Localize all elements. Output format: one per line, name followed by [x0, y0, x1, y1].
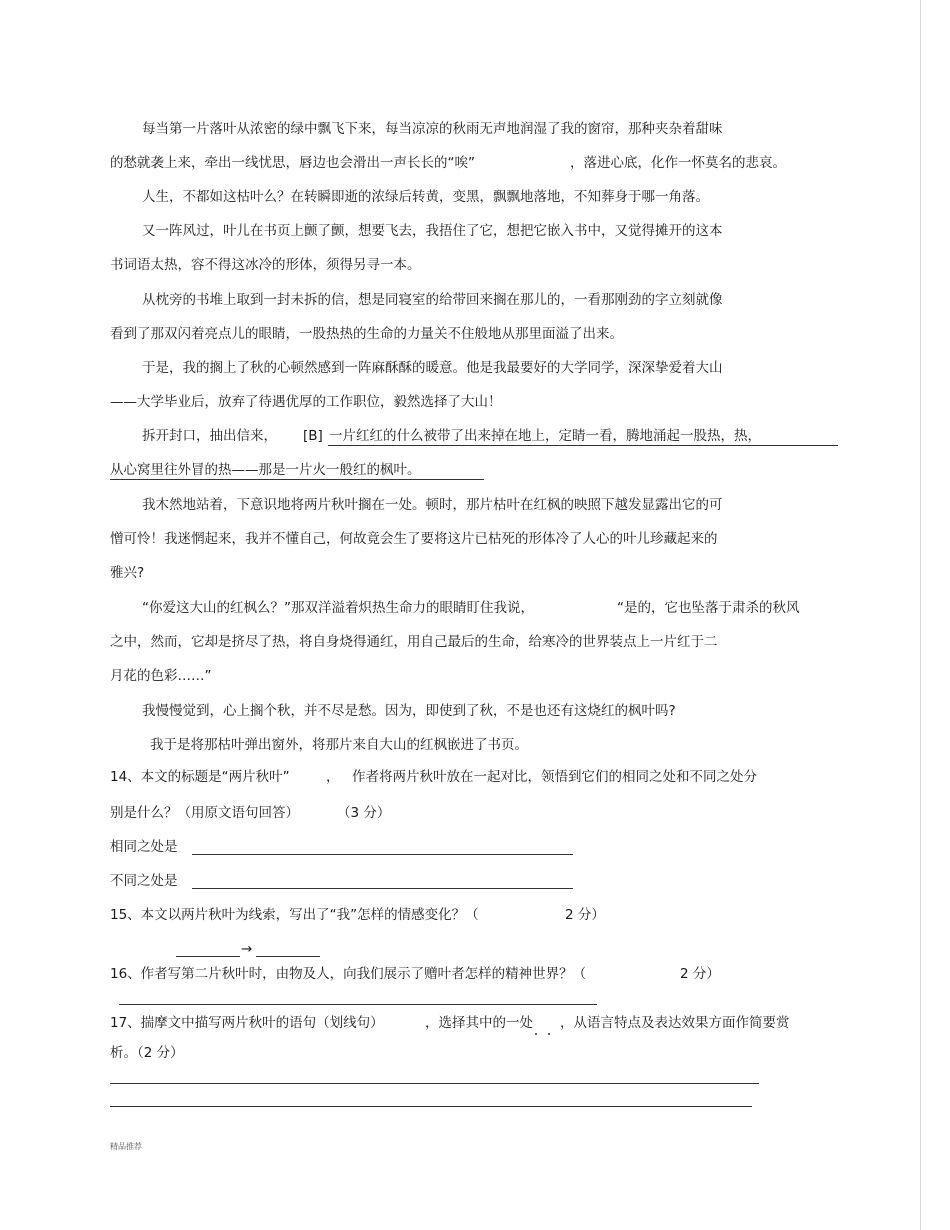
q14-line1c: 作者将两片秋叶放在一起对比，领悟到它们的相同之处和不同之处分 [352, 769, 757, 785]
passage-p3-line2: 书词语太热，容不得这冰冷的形体，须得另寻一本。 [110, 257, 421, 273]
passage-p6-underlined-b: 从心窝里往外冒的热——那是一片火一般红的枫叶。 [110, 462, 421, 478]
q15-answer-line-1[interactable] [176, 956, 240, 957]
underline-p6-a [328, 445, 838, 446]
passage-p3-line1: 又一阵风过，叶儿在书页上颤了颤，想要飞去，我捂住了它，想把它嵌入书中，又觉得摊开的这本 [142, 223, 723, 239]
q17-line1c: ，从语言特点及表达效果方面作简要赏 [560, 1015, 790, 1031]
passage-p6-line1a: 拆开封口，抽出信来， [142, 428, 277, 444]
passage-marker-b: [B] [303, 428, 323, 444]
q17-answer-line-1[interactable] [110, 1083, 759, 1084]
q16-answer-line[interactable] [119, 1004, 597, 1005]
passage-p1-line2b: ，落进心底，化作一怀莫名的悲哀。 [570, 155, 786, 171]
passage-p8-line1a: “你爱这大山的红枫么？”那双洋溢着炽热生命力的眼睛盯住我说， [142, 600, 534, 616]
passage-p10: 我于是将那枯叶弹出窗外，将那片来自大山的红枫嵌进了书页。 [150, 737, 528, 753]
q14-line1a: 14、本文的标题是“两片秋叶” [110, 769, 290, 785]
q14-diff-answer-line[interactable] [192, 888, 573, 889]
emphasis-dot [548, 1033, 550, 1035]
q16-score: 2 分） [680, 966, 720, 982]
arrow-icon: → [241, 941, 253, 957]
q17-line1a: 17、揣摩文中描写两片秋叶的语句（划线句） [110, 1015, 384, 1031]
passage-p8-line3: 月花的色彩……” [110, 668, 212, 684]
emphasis-dot [535, 1033, 537, 1035]
passage-p7-line1: 我木然地站着，下意识地将两片秋叶搁在一处。顿时，那片枯叶在红枫的映照下越发显露出它的可 [142, 497, 723, 513]
passage-p1-line2a: 的愁就袭上来，牵出一线忧思，唇边也会滑出一声长长的“唉” [110, 155, 475, 171]
passage-p4-line2: 看到了那双闪着亮点儿的眼睛，一股热热的生命的力量关不住般地从那里面溢了出来。 [110, 326, 623, 342]
q17-line1b: ，选择其中的一处 [425, 1015, 533, 1031]
passage-p4-line1: 从枕旁的书堆上取到一封未拆的信，想是同寝室的给带回来搁在那儿的，一看那刚劲的字立刻就像 [142, 292, 723, 308]
q14-same-label: 相同之处是 [110, 839, 178, 855]
passage-p1-line1: 每当第一片落叶从浓密的绿中飘飞下来，每当凉凉的秋雨无声地润湿了我的窗帘，那种夹杂着甜味 [142, 121, 723, 137]
passage-p2: 人生，不都如这枯叶么？在转瞬即逝的浓绿后转黄，变黑，飘飘地落地，不知葬身于哪一角落。 [142, 189, 709, 205]
footer-text: 精品推荐 [110, 1142, 142, 1151]
q16-line: 16、作者写第二片秋叶时，由物及人，向我们展示了赠叶者怎样的精神世界？（ [110, 966, 587, 982]
passage-p8-line1b: “是的，它也坠落于肃杀的秋风 [617, 600, 800, 616]
passage-p7-line3: 雅兴? [110, 565, 145, 581]
q14-score: （3 分） [337, 805, 391, 821]
passage-p5-line2: ——大学毕业后，放弃了待遇优厚的工作职位，毅然选择了大山！ [110, 394, 502, 410]
q14-line2a: 别是什么？（用原文语句回答） [110, 805, 299, 821]
page-right-border [920, 0, 921, 1230]
q14-diff-label: 不同之处是 [110, 873, 178, 889]
q14-line1b: ， [326, 769, 340, 785]
q15-score: 2 分） [565, 907, 605, 923]
q14-same-answer-line[interactable] [192, 854, 573, 855]
q17-answer-line-2[interactable] [110, 1106, 752, 1107]
q15-line: 15、本文以两片秋叶为线索，写出了“我”怎样的情感变化？（ [110, 907, 479, 923]
passage-p8-line2: 之中，然而，它却是挤尽了热，将自身烧得通红，用自己最后的生命，给寒冷的世界装点上一片红于二 [110, 634, 718, 650]
passage-p6-underlined-a: 一片红红的什么被带了出来掉在地上，定睛一看，腾地涌起一股热，热， [329, 428, 761, 444]
q15-answer-line-2[interactable] [256, 956, 320, 957]
passage-p9: 我慢慢觉到，心上搁个秋，并不尽是愁。因为，即使到了秋，不是也还有这烧红的枫叶吗? [142, 703, 676, 719]
passage-p5-line1: 于是，我的搁上了秋的心顿然感到一阵麻酥酥的暖意。他是我最要好的大学同学，深深挚爱着大山 [142, 360, 723, 376]
q17-line2: 析。（2 分） [110, 1045, 184, 1061]
passage-p7-line2: 憎可怜！我迷惘起来，我并不懂自己，何故竟会生了要将这片已枯死的形体冷了人心的叶儿珍藏起来的 [110, 531, 718, 547]
underline-p6-b [110, 479, 484, 480]
